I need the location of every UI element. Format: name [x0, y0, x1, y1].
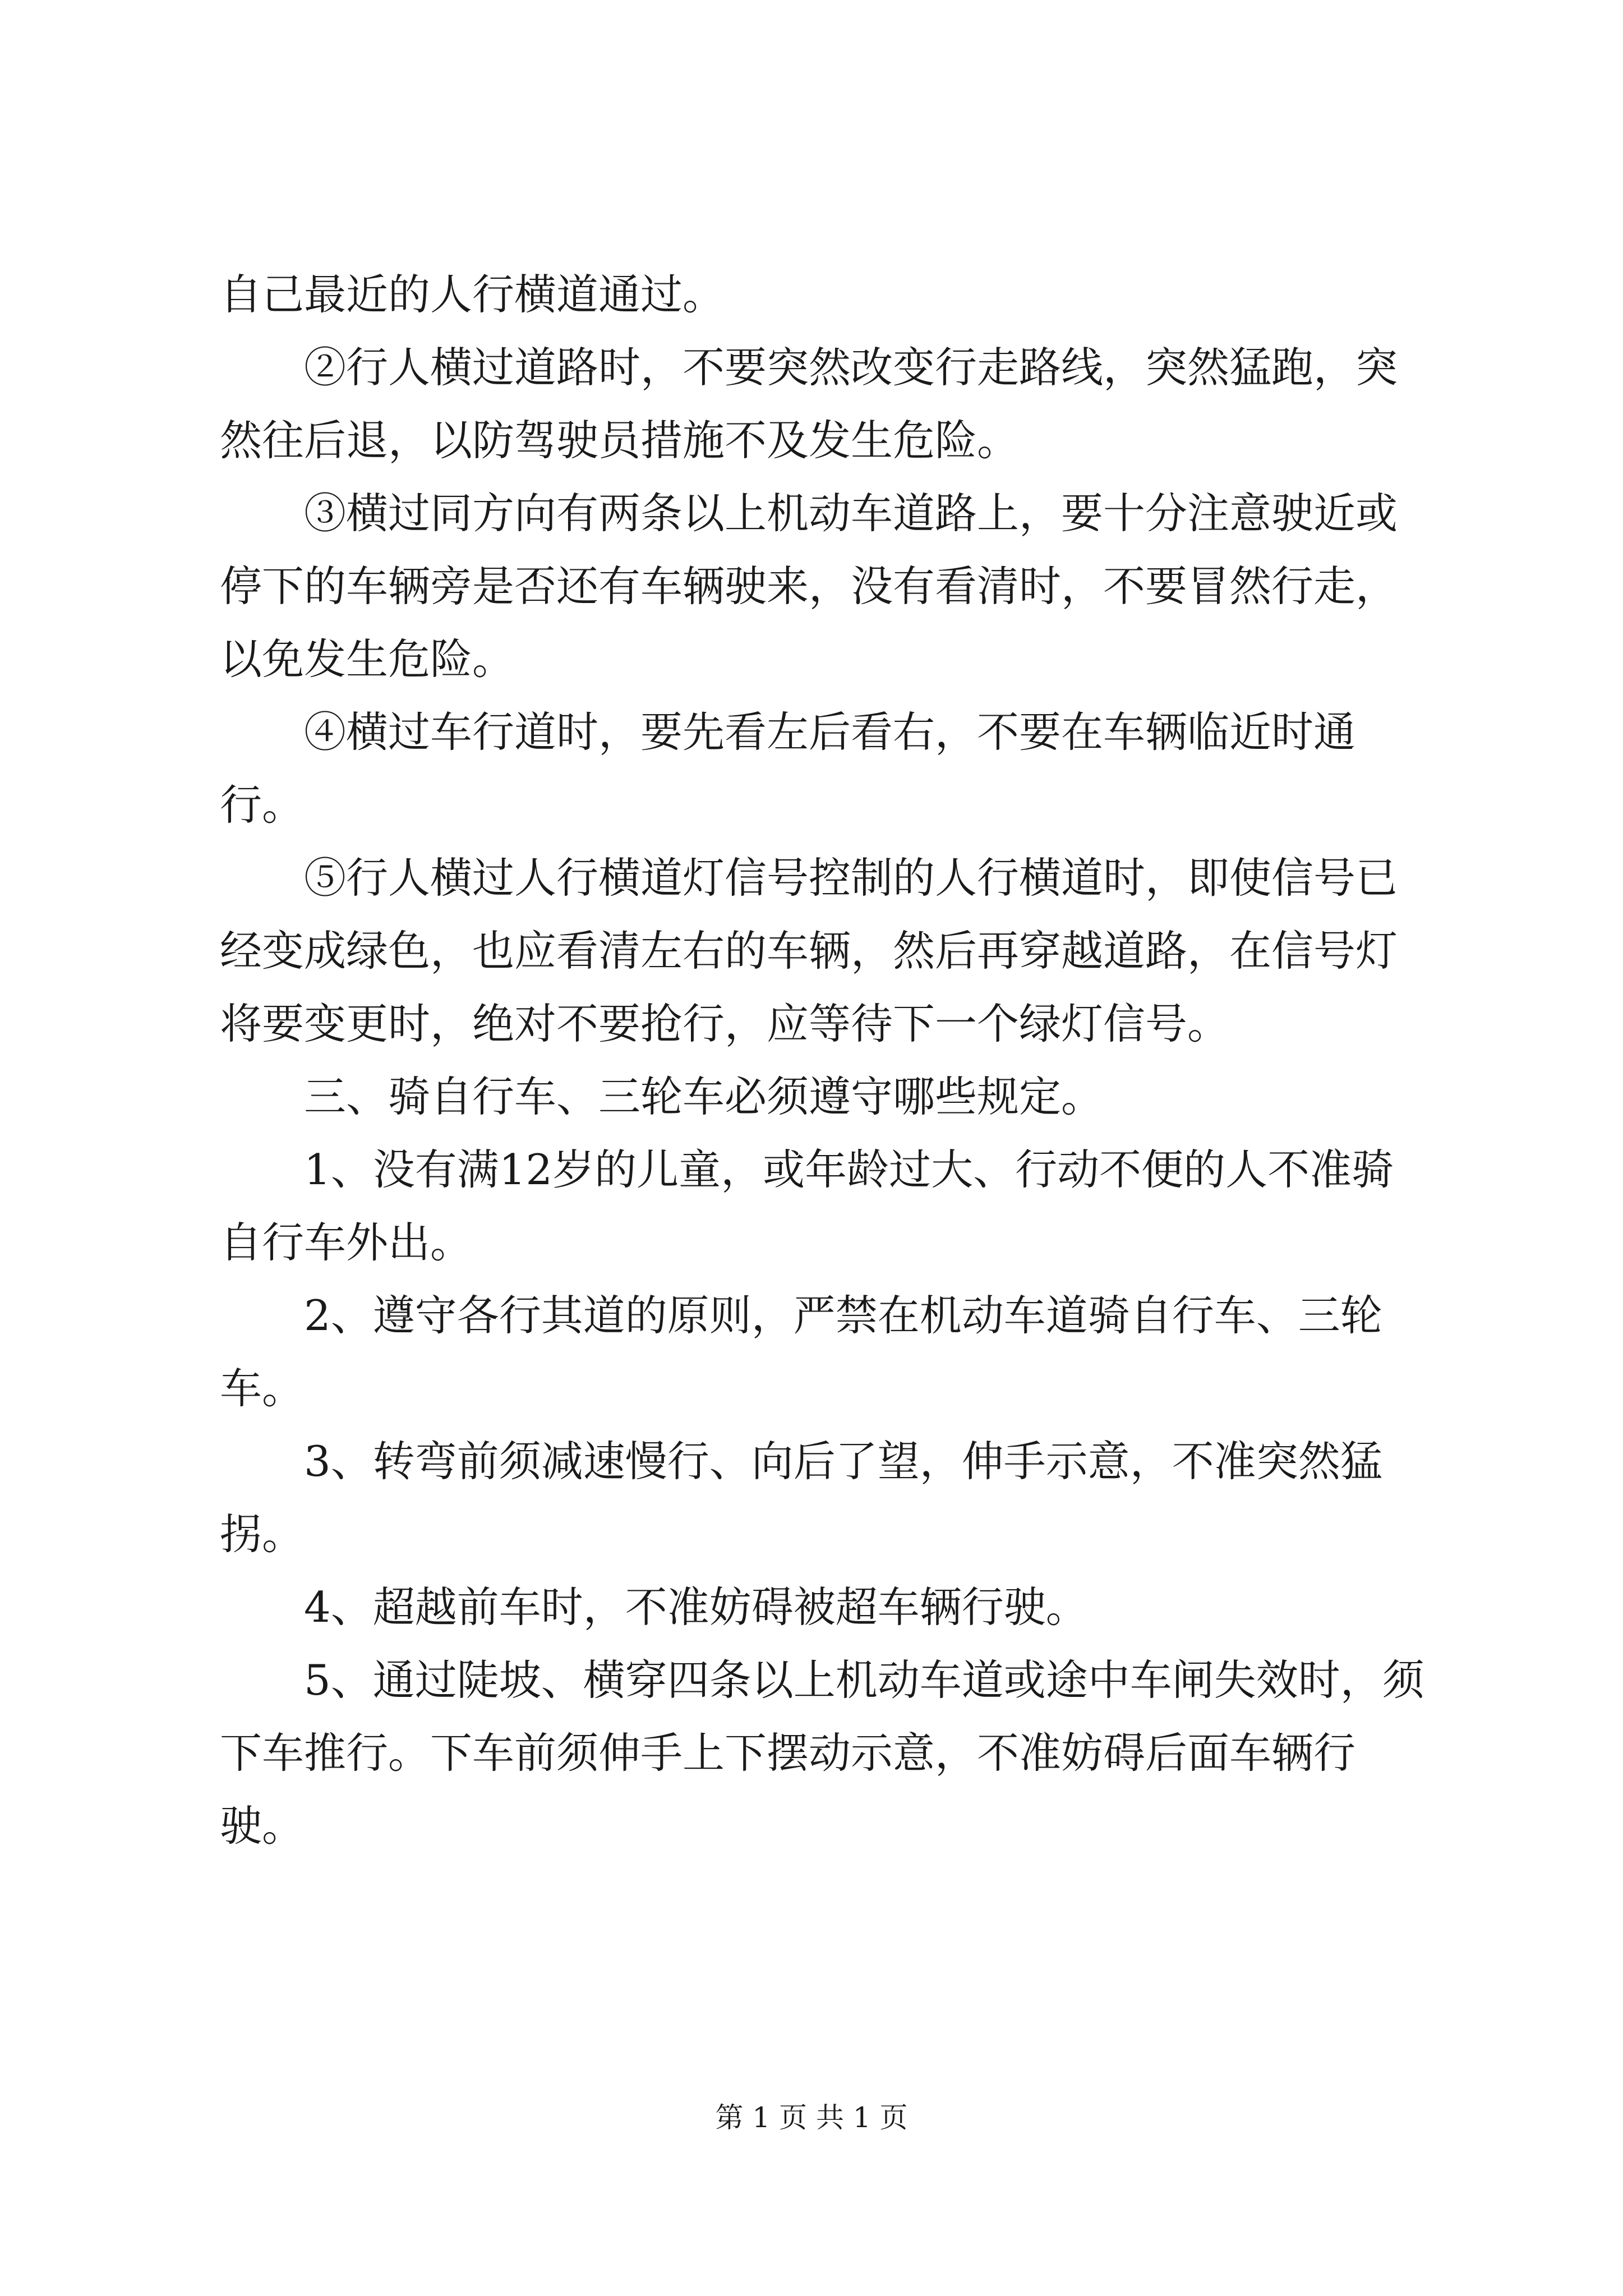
section-heading-3: 三、骑自行车、三轮车必须遵守哪些规定。: [304, 1072, 1104, 1121]
paragraph-item-3: ③横过同方向有两条以上机动车道路上，要十分注意驶近或停下的车辆旁是否还有车辆驶来，没有看清时，不要冒然行走，以免发生危险。: [220, 489, 1398, 684]
paragraph-item-5: ⑤行人横过人行横道灯信号控制的人行横道时，即使信号已经变成绿色，也应看清左右的车辆，然后再穿越道路，在信号灯将要变更时，绝对不要抢行，应等待下一个绿灯信号。: [220, 853, 1398, 1048]
paragraph-continuation: 自己最近的人行横道通过。: [220, 270, 725, 319]
document-body: [220, 258, 1429, 1862]
paragraph-item-4: ④横过车行道时，要先看左后看右，不要在车辆临近时通行。: [220, 707, 1356, 830]
rule-item-4: 4、超越前车时，不准妨碍被超车辆行驶。: [304, 1582, 1088, 1632]
rule-item-2: 2、遵守各行其道的原则，严禁在机动车道骑自行车、三轮车。: [220, 1291, 1382, 1413]
page-footer: 第 1 页 共 1 页: [715, 2101, 908, 2134]
rule-item-1: 1、没有满12岁的儿童，或年龄过大、行动不便的人不准骑自行车外出。: [220, 1145, 1394, 1267]
rule-item-3: 3、转弯前须减速慢行、向后了望，伸手示意，不准突然猛拐。: [220, 1437, 1382, 1559]
paragraph-item-2: ②行人横过道路时，不要突然改变行走路线，突然猛跑，突然往后退，以防驾驶员措施不及发生危险。: [220, 343, 1398, 465]
rule-item-5: 5、通过陡坡、横穿四条以上机动车道或途中车闸失效时，须下车推行。下车前须伸手上下摆动示意，不准妨碍后面车辆行驶。: [220, 1655, 1424, 1851]
